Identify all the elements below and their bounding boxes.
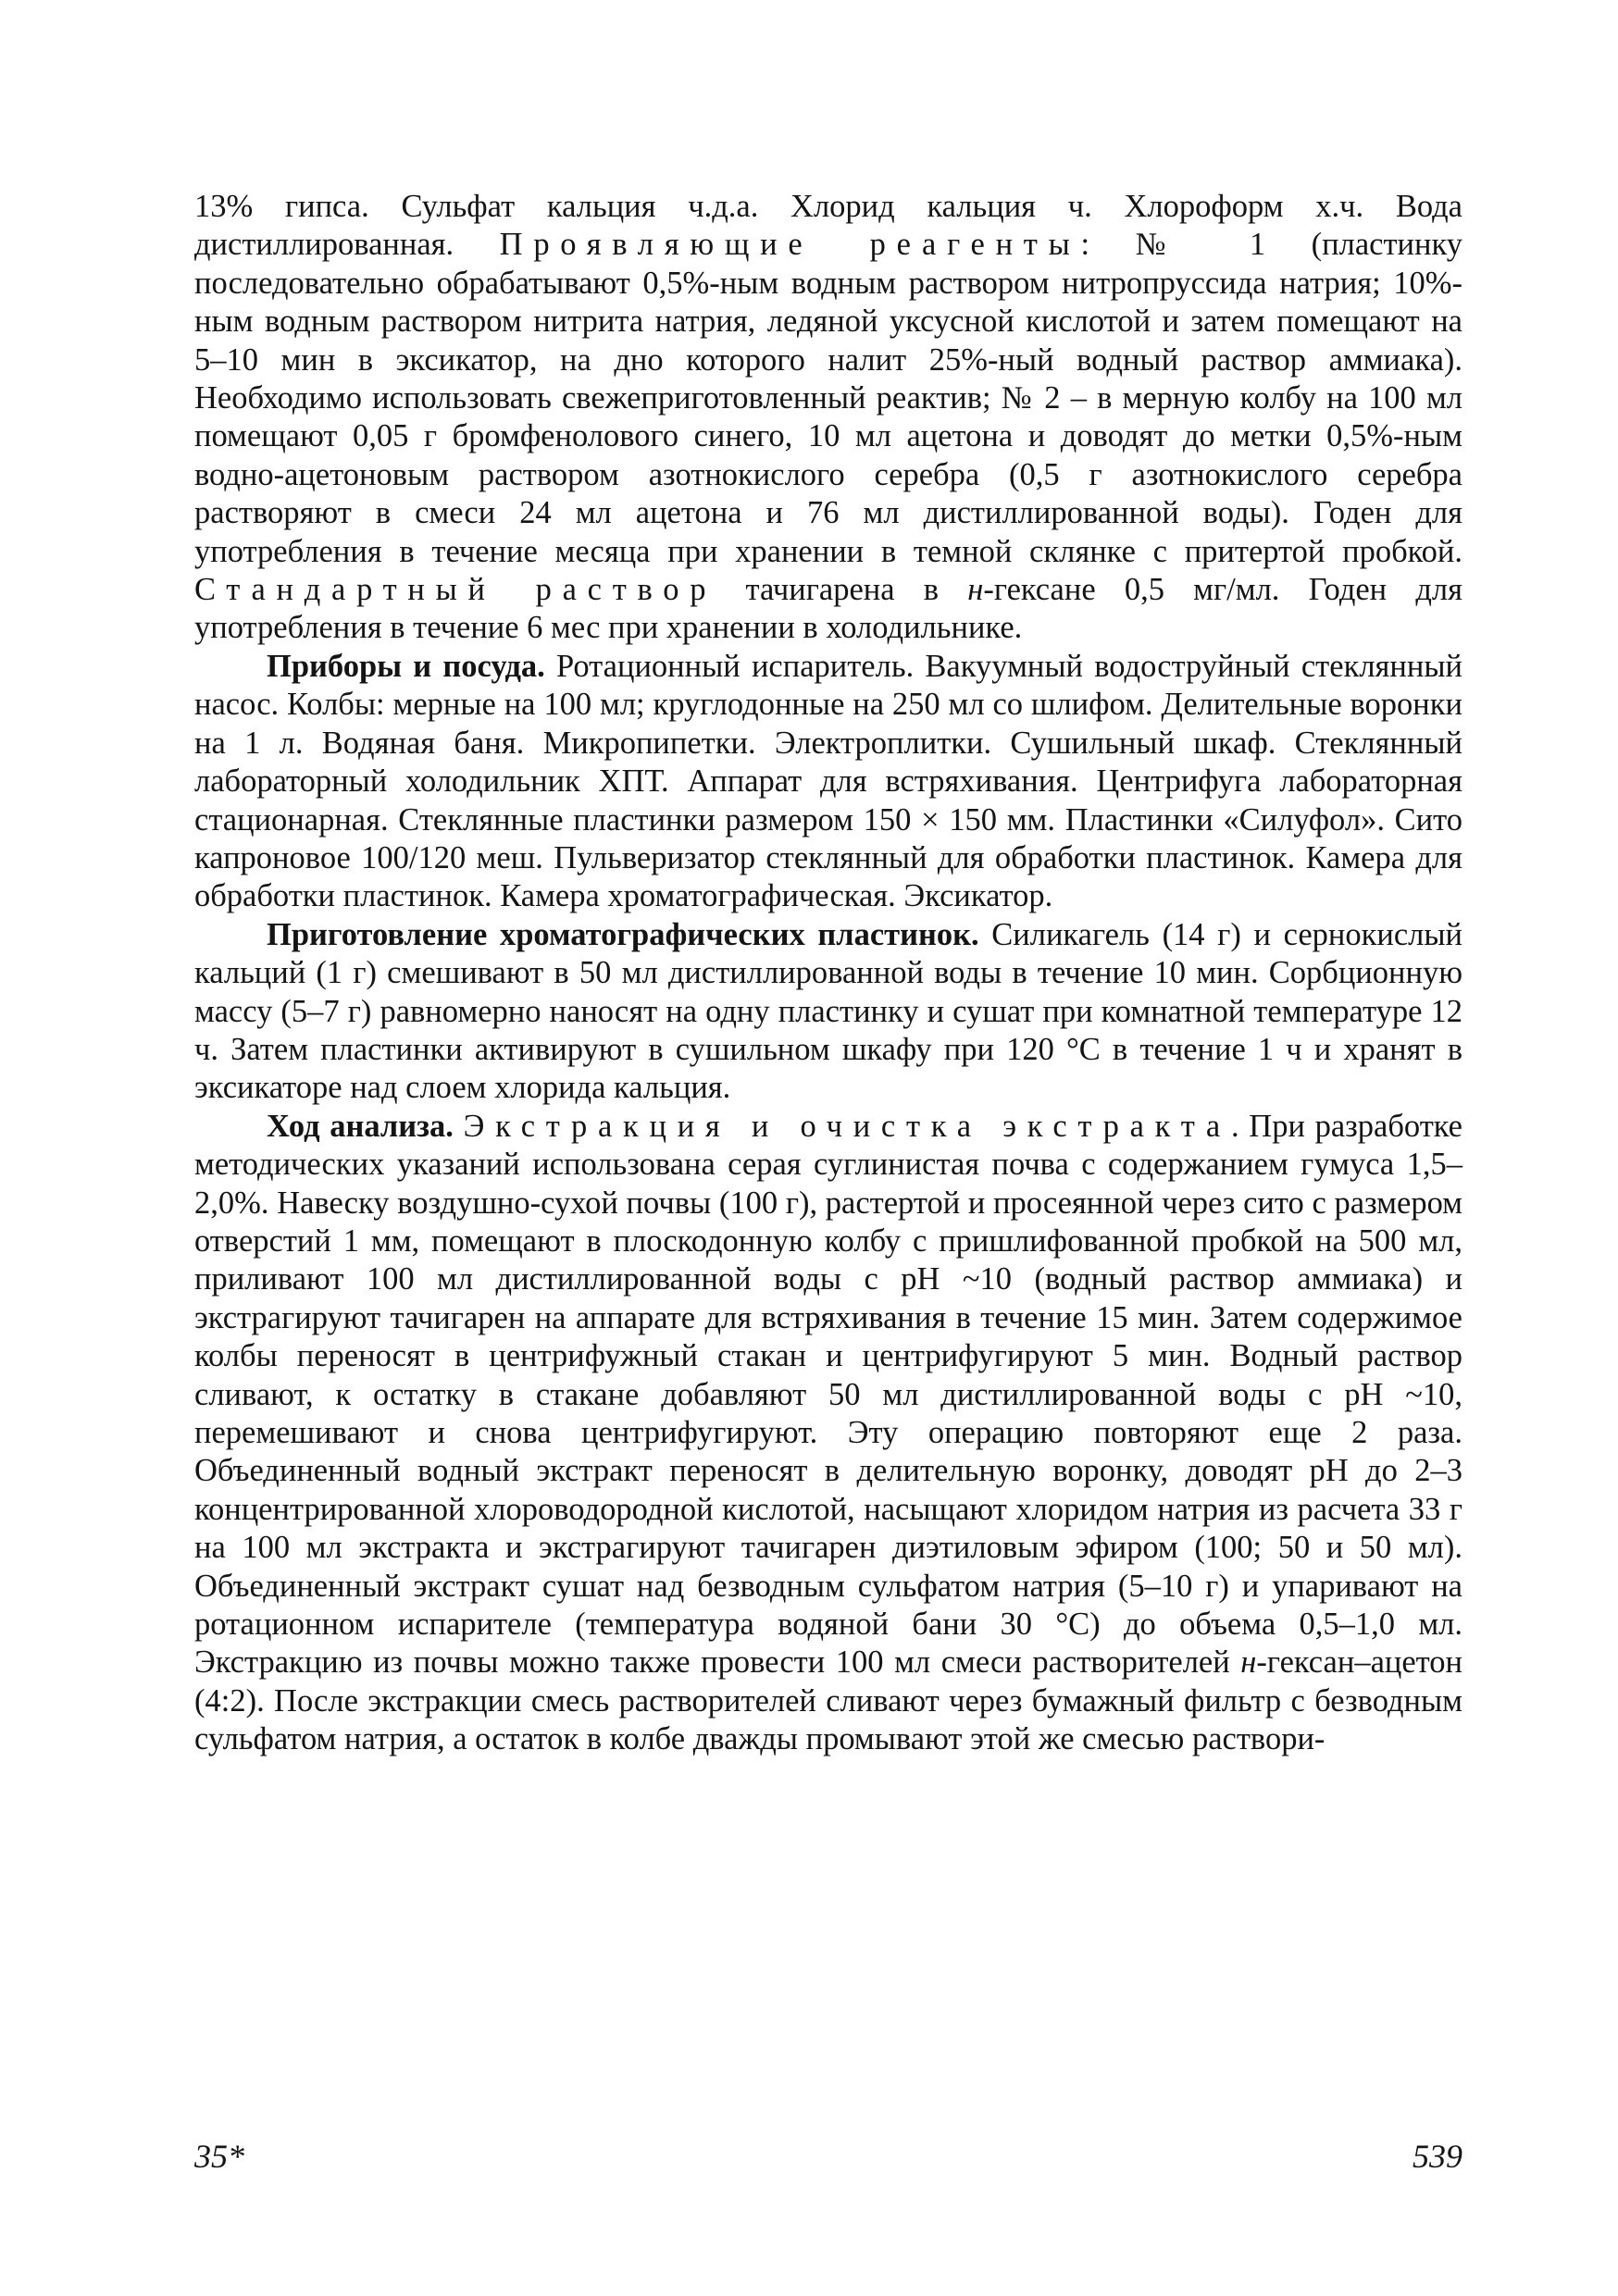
italic-n-prefix: н: [967, 572, 984, 608]
paragraph-text: : № 1 (пластинку последовательно обрабатывают 0,5%-ным водным раствором нитропруссида натрия; 10%-ным водным раствором нитрита натрия, ледяной уксусной кислотой и затем помещают на 5–10 мин в эксикатор, на дно которого налит 25%-ный водный раствор аммиака). Необходимо использовать свежеприготовленный реактив; № 2 – в мерную колбу на 100 мл помещают 0,05 г бромфенолового синего, 10 мл ацетона и доводят до метки 0,5%-ным водно-ацетоновым раствором азотнокислого серебра (0,5 г азотнокислого серебра растворяют в смеси 24 мл ацетона и 76 мл дистиллированной воды). Годен для употребления в течение месяца при хранении в темной склянке с притертой пробкой.: [194, 227, 1462, 569]
section-heading-equipment: Приборы и посуда.: [267, 648, 545, 684]
paragraph-text: тачигарена в: [716, 572, 968, 608]
paragraph-text: -гексан–ацетон (4:2). После экстракции смесь растворителей сливают через бумажный фильтр с безводным сульфатом натрия, а остаток в колбе дважды промывают этой же смесью раствори-: [194, 1644, 1462, 1757]
signature-mark: 35*: [194, 2138, 244, 2175]
spaced-heading-extraction: Экстракция и очистка экстракта: [463, 1108, 1231, 1144]
paragraph-text: . При разработке методических указаний использована серая суглинистая почва с содержанием гумуса 1,5–2,0%. Навеску воздушно-сухой почвы (100 г), растертой и просеянной через сито с размером отверстий 1 мм, помещают в плоскодонную колбу с пришлифованной пробкой на 500 мл, приливают 100 мл дистиллированной воды с рН ~10 (водный раствор аммиака) и экстрагируют тачигарен на аппарате для встряхивания в течение 15 мин. Затем содержимое колбы переносят в центрифужный стакан и центрифугируют 5 мин. Водный раствор сливают, к остатку в стакане добавляют 50 мл дистиллированной воды с рН ~10, перемешивают и снова центрифугируют. Эту операцию повторяют еще 2 раза. Объединенный водный экстракт переносят в делительную воронку, доводят рН до 2–3 концентрированной хлороводородной кислотой, насыщают хлоридом натрия из расчета 33 г на 100 мл экстракта и экстрагируют тачигарен диэтиловым эфиром (100; 50 и 50 мл). Объединенный экстракт сушат над безводным сульфатом натрия (5–10 г) и упаривают на ротационном испарителе (температура водяной бани 30 °С) до объема 0,5–1,0 мл. Экстракцию из почвы можно также провести 100 мл смеси растворителей: [194, 1108, 1462, 1681]
paragraph-reagents: [194, 188, 1462, 648]
section-heading-analysis: Ход анализа.: [267, 1108, 454, 1144]
paragraph-equipment: [194, 648, 1462, 916]
paragraph-plate-preparation: [194, 916, 1462, 1108]
page-body: [194, 188, 1462, 1759]
paragraph-text: Силикагель (14 г) и сернокислый кальций (1 г) смешивают в 50 мл дистиллированной воды в течение 10 мин. Сорбционную массу (5–7 г) равномерно наносят на одну пластинку и сушат при комнатной температуре 12 ч. Затем пластинки активируют в сушильном шкафу при 120 °С в течение 1 ч и хранят в эксикаторе над слоем хлорида кальция.: [194, 916, 1462, 1106]
page-number: 539: [1413, 2138, 1462, 2175]
paragraph-analysis: [194, 1108, 1462, 1759]
paragraph-text: 13% гипса. Сульфат кальция ч.д.а. Хлорид кальция ч. Хлороформ х.ч. Вода дистиллированная.: [194, 189, 1462, 263]
page-footer: [194, 2134, 1462, 2178]
spaced-heading-standard-solution: Стандартный раствор: [194, 572, 717, 608]
spaced-heading-reagents: Проявляющие реагенты: [499, 227, 1081, 263]
italic-n-prefix: н: [1240, 1644, 1257, 1681]
paragraph-text: -гексане 0,5 мг/мл. Годен для употребления в течение 6 мес при хранении в холодильнике.: [194, 572, 1462, 646]
paragraph-text: Ротационный испаритель. Вакуумный водоструйный стеклянный насос. Колбы: мерные на 100 мл; круглодонные на 250 мл со шлифом. Делительные воронки на 1 л. Водяная баня. Микропипетки. Электроплитки. Сушильный шкаф. Стеклянный лабораторный холодильник ХПТ. Аппарат для встряхивания. Центрифуга лабораторная стационарная. Стеклянные пластинки размером 150 × 150 мм. Пластинки «Силуфол». Сито капроновое 100/120 меш. Пульверизатор стеклянный для обработки пластинок. Камера для обработки пластинок. Камера хроматографическая. Эксикатор.: [194, 648, 1462, 914]
section-heading-plate-preparation: Приготовление хроматографических пластинок.: [267, 916, 979, 952]
